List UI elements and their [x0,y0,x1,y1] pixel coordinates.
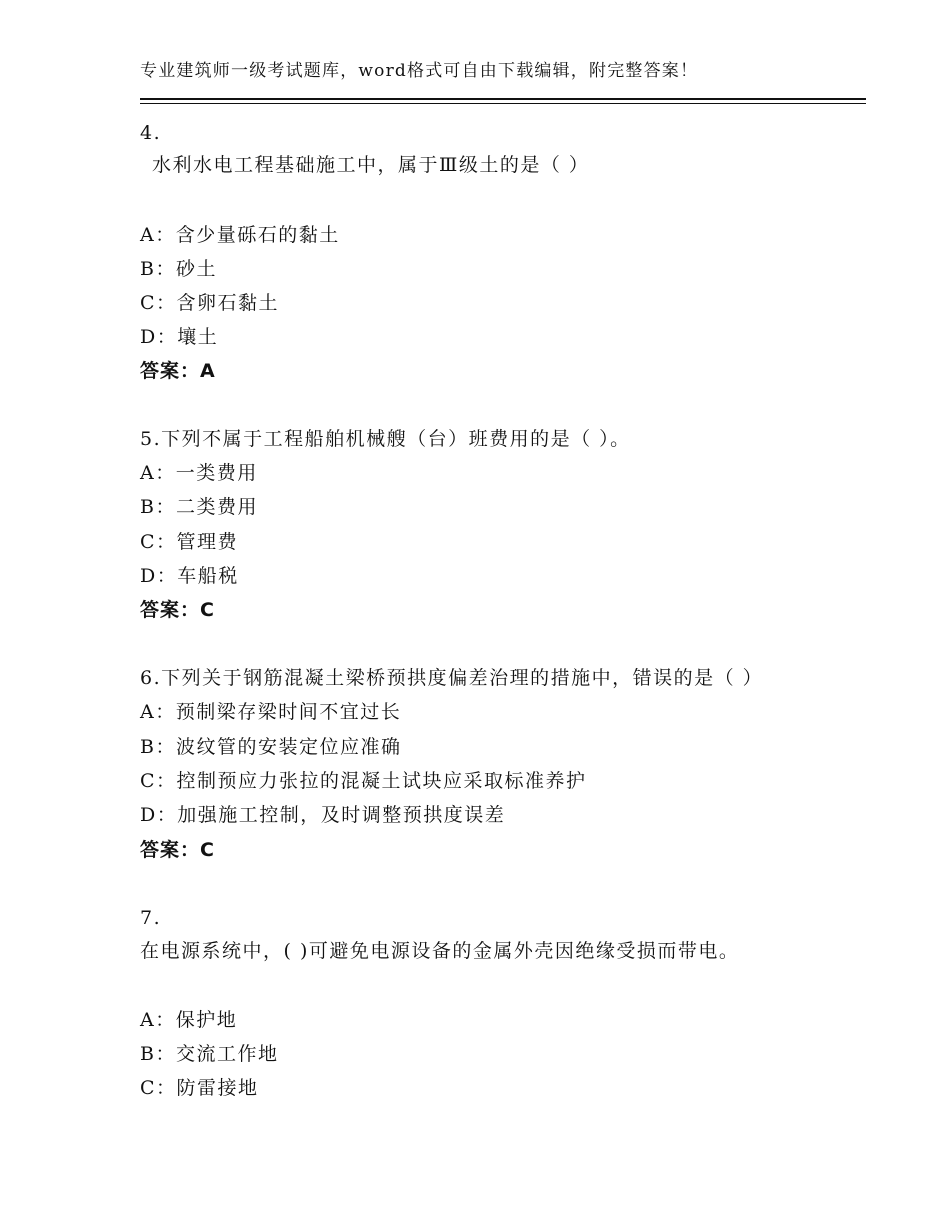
question-stem: 在电源系统中，( )可避免电源设备的金属外壳因绝缘受损而带电。 [140,940,740,962]
answer: 答案：A [140,360,216,382]
option-b: B：波纹管的安装定位应准确 [140,736,402,758]
option-c: C：防雷接地 [140,1077,259,1099]
option-b: B：砂土 [140,258,217,280]
option-b: B：交流工作地 [140,1043,279,1065]
question-number: 4. [140,122,162,144]
header-rule-thick [140,98,866,100]
page-header: 专业建筑师一级考试题库，word格式可自由下载编辑，附完整答案！ [140,61,699,81]
option-c: C：含卵石黏土 [140,292,280,314]
option-c: C：管理费 [140,531,239,553]
option-d: D：壤土 [140,326,219,348]
answer: 答案：C [140,839,215,861]
option-a: A：预制梁存梁时间不宜过长 [140,701,402,723]
header-rule-thin [140,103,866,104]
option-a: A：含少量砾石的黏土 [140,224,340,246]
question-stem: 5.下列不属于工程船舶机械艘（台）班费用的是（ ）。 [140,428,631,450]
question-number: 7. [140,907,162,929]
question-stem: 6.下列关于钢筋混凝土梁桥预拱度偏差治理的措施中，错误的是（ ） [140,667,764,689]
option-a: A：保护地 [140,1009,238,1031]
option-d: D：加强施工控制，及时调整预拱度误差 [140,804,506,826]
option-c: C：控制预应力张拉的混凝土试块应采取标准养护 [140,770,587,792]
question-stem: 水利水电工程基础施工中，属于Ⅲ级土的是（ ） [152,154,590,176]
option-b: B：二类费用 [140,496,258,518]
option-d: D：车船税 [140,565,239,587]
answer: 答案：C [140,599,215,621]
option-a: A：一类费用 [140,462,258,484]
